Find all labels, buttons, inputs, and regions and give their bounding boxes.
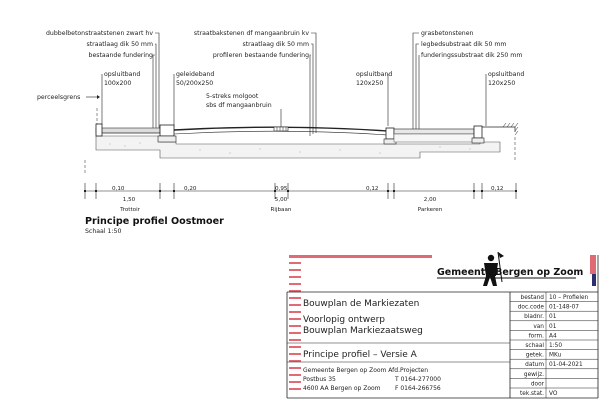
ann-mid-1: straatbakstenen df mangaanbruin kv [193,30,309,37]
dim-0-20: 0,20 [184,186,197,192]
address-line3-right: F 0164-266756 [395,385,441,392]
accent-bar-pink [590,255,596,274]
field-label: form. [528,333,544,340]
callout-opsluitband-left: opsluitband [104,71,141,78]
callout-geleideband-size: 50/200x250 [176,80,214,87]
leader-right [413,33,419,138]
callout-goot-desc: sbs df mangaanbruin [206,102,272,109]
field-label: getek. [525,352,544,359]
dim-0-12-b: 0,12 [491,186,504,192]
ann-right-3: funderingssubstraat dik 250 mm [421,52,523,59]
field-label: door [530,381,544,388]
drawing-title: Principe profiel Oostmoer [85,216,224,227]
field-value: VO [549,391,558,397]
field-value: 01 [549,314,557,321]
callout-opsluitband-right-size: 120x250 [488,80,516,87]
dimension-lines [85,183,516,199]
field-value: MKu [549,352,562,359]
logo-text: Gemeente Bergen op Zoom [437,267,584,278]
cross-section [85,123,518,173]
callout-opsluitband-mid-size: 120x250 [356,80,384,87]
address-line3-left: 4600 AA Bergen op Zoom [303,385,381,392]
address-line2-left: Postbus 35 [303,376,336,383]
field-label: gewijz. [523,371,544,378]
callout-opsluitband-left-size: 100x200 [104,80,132,87]
geleideband [160,125,174,136]
address-line2-right: T 0164-277000 [395,376,441,383]
field-label: doc.code [517,304,544,311]
opsluitband-left [96,124,102,136]
field-label: van [533,323,544,330]
zone-trottoir: Trottoir [120,207,140,213]
address-line1: Gemeente Bergen op Zoom Afd.Projecten [303,367,429,374]
leader-mid [310,33,316,136]
ann-left-3: bestaande fundering [88,52,153,59]
field-label: datum [525,362,544,369]
field-value: 01 [549,323,557,330]
dim-0-12-a: 0,12 [366,186,379,192]
sheet-title: Principe profiel – Versie A [303,350,417,360]
field-label: bestand [520,295,544,301]
field-label: bladnr. [524,314,544,321]
dim-0-10: 0,10 [112,186,125,192]
ann-left-1: dubbelbetonstraatstenen zwart hv [46,30,153,37]
dim-1-50: 1,50 [122,197,136,203]
titleblock-fields [510,295,598,397]
callout-opsluitband-mid: opsluitband [356,71,393,78]
ground-hatch [503,123,518,135]
trottoir-paving [96,128,160,133]
field-value: 10 – Profielen [549,295,589,301]
field-label: schaal [525,343,544,349]
accent-bar-navy [592,274,596,286]
dim-5-00: 5,00 [274,197,288,203]
project-name: Bouwplan de Markiezaten [303,299,420,309]
zone-rijbaan: Rijbaan [270,207,292,213]
drawing-scale: Schaal 1:50 [85,228,122,235]
opsluitband-mid [386,128,394,139]
project-phase: Voorlopig ontwerp [303,315,386,325]
ann-left-2: straatlaag dik 50 mm [86,41,153,48]
callout-goot: 5-streks molgoot [206,93,259,100]
field-value: 01-148-07 [549,304,580,311]
ann-right-1: grasbetonstenen [421,30,474,37]
callout-perceelsgrens: perceelsgrens [37,94,81,101]
field-value: 01-04-2021 [549,362,583,369]
project-sub: Bouwplan Markiezaatsweg [303,326,423,336]
callout-opsluitband-right: opsluitband [488,71,525,78]
leader-left [153,33,159,133]
callout-geleideband: geleideband [176,71,215,78]
ann-mid-3: profileren bestaande fundering [212,52,309,59]
dim-0-95: 0,95 [275,186,288,192]
opsluitband-right [474,126,482,138]
parkeren-grasbeton [394,129,474,134]
ground-right [482,127,515,132]
field-label: tek.stat. [520,391,544,397]
dim-2-00: 2,00 [423,197,437,203]
ann-mid-2: straatlaag dik 50 mm [242,41,309,48]
field-value: A4 [549,333,557,340]
municipality-logo [437,252,583,286]
arrow-perceelsgrens [97,95,100,99]
zone-parkeren: Parkeren [417,207,443,213]
ann-right-2: legbedsubstraat dik 50 mm [421,41,507,48]
field-value: 1:50 [549,343,563,349]
